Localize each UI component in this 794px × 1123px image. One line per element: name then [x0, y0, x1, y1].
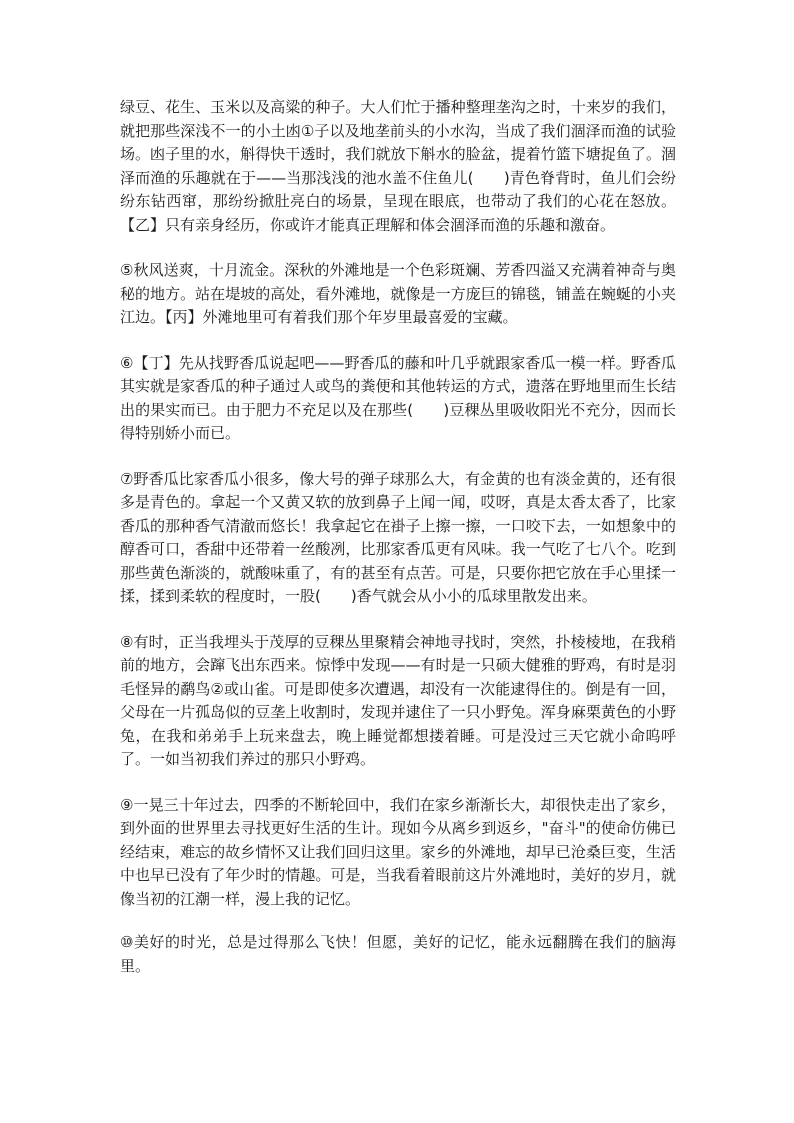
paragraph-9: ⑨一晃三十年过去，四季的不断轮回中，我们在家乡渐渐长大，却很快走出了家乡，到外面的世界里去寻找更好生活的生计。现如今从离乡到返乡，"奋斗"的使命仿佛已经结束，难忘的故乡情怀又让我们回归这里。家乡的外滩地，却早已沧桑巨变，生活中也早已没有了年少时的情趣。可是，当我看着眼前这片外滩地时，美好的岁月，就像当初的江潮一样，漫上我的记忆。: [120, 795, 676, 908]
paragraph-5: ⑤秋风送爽，十月流金。深秋的外滩地是一个色彩斑斓、芳香四溢又充满着神奇与奥秘的地方。站在堤坡的高处，看外滩地，就像是一方庞巨的锦毯，铺盖在蜿蜒的小夹江边。【丙】外滩地里可有着我们那个年岁里最喜爱的宝藏。: [120, 261, 676, 326]
paragraph-10: ⑩美好的时光，总是过得那么飞快！但愿，美好的记忆，能永远翻腾在我们的脑海里。: [120, 933, 676, 975]
paragraph-8: ⑧有时，正当我埋头于茂厚的豆稞丛里聚精会神地寻找时，突然，扑棱棱地，在我稍前的地方，会蹿飞出东西来。惊悸中发现——有时是一只硕大健雅的野鸡，有时是羽毛怪异的鹬鸟②或山雀。可是即使多次遭遇，却没有一次能逮得住的。倒是有一回，父母在一片孤岛似的豆垄上收割时，发现并逮住了一只小野兔。浑身麻栗黄色的小野兔，在我和弟弟手上玩来盘去，晚上睡觉都想搂着睡。可是没过三天它就小命呜呼了。一如当初我们养过的那只小野鸡。: [120, 632, 676, 768]
paragraph-continuation: 绿豆、花生、玉米以及高粱的种子。大人们忙于播种整理垄沟之时，十来岁的我们，就把那些深浅不一的小土凼①子以及地垄前头的小水沟，当成了我们涸泽而渔的试验场。凼子里的水，斛得快干透时，我们就放下斛水的脸盆，提着竹篮下塘捉鱼了。涸泽而渔的乐趣就在于——当那浅浅的池水盖不住鱼儿( )青色脊背时，鱼儿们会纷纷东钻西窜，那纷纷掀肚亮白的场景，呈现在眼底，也带动了我们的心花在怒放。【乙】只有亲身经历，你或许才能真正理解和体会涸泽而渔的乐趣和激奋。: [120, 98, 676, 234]
paragraph-7: ⑦野香瓜比家香瓜小很多，像大号的弹子球那么大，有金黄的也有淡金黄的，还有很多是青色的。拿起一个又黄又软的放到鼻子上闻一闻，哎呀，真是太香太香了，比家香瓜的那种香气清澈而悠长！我拿起它在褂子上擦一擦，一口咬下去，一如想象中的醇香可口，香甜中还带着一丝酸冽，比那家香瓜更有风味。我一气吃了七八个。吃到那些黄色渐淡的，就酸味重了，有的甚至有点苦。可是，只要你把它放在手心里揉一揉，揉到柔软的程度时，一股( )香气就会从小小的瓜球里散发出来。: [120, 469, 676, 605]
paragraph-6: ⑥【丁】先从找野香瓜说起吧——野香瓜的藤和叶几乎就跟家香瓜一模一样。野香瓜其实就是家香瓜的种子通过人或鸟的粪便和其他转运的方式，遗落在野地里而生长结出的果实而已。由于肥力不充足以及在那些( )豆稞丛里吸收阳光不充分，因而长得特别娇小而已。: [120, 353, 676, 442]
article-body: [120, 96, 676, 1000]
